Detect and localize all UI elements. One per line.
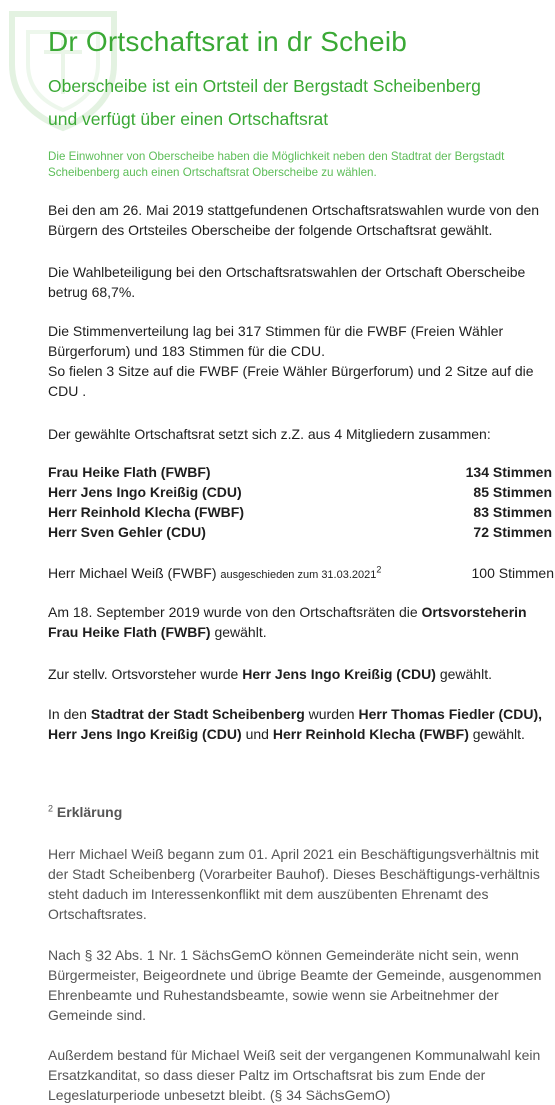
member-row: [48, 522, 552, 542]
council-text-pre: In den: [48, 706, 91, 722]
deputy-name: Herr Jens Ingo Kreißig (CDU): [242, 666, 436, 682]
former-member-note: ausgeschieden zum 31.03.2021: [220, 569, 377, 581]
footnote-reference: 2: [376, 564, 382, 575]
footnote-title: Erklärung: [56, 804, 123, 820]
footnote-heading: [48, 802, 554, 822]
member-votes: 72 Stimmen: [473, 524, 552, 540]
council-members-1: Herr Thomas Fiedler (CDU), Herr Jens Ingo Kreißig (CDU): [48, 706, 543, 742]
page-title: Dr Ortschaftsrat in dr Scheib: [48, 26, 408, 57]
footnote-mark: 2: [48, 803, 54, 814]
head-election-text: Am 18. September 2019 wurde von den Ortschaftsräten die: [48, 604, 422, 620]
member-name: Herr Jens Ingo Kreißig (CDU): [48, 484, 242, 500]
council-text-post: gewählt.: [468, 726, 525, 742]
subtitle-line-2: und verfügt über einen Ortschaftsrat: [48, 109, 329, 129]
member-votes: 83 Stimmen: [473, 504, 552, 520]
election-paragraph: Bei den am 26. Mai 2019 stattgefundenen Ortschaftsratswahlen wurde von den Bürgern des Ortsteiles Oberscheibe der folgende Ortschaftsrat gewählt.: [48, 202, 540, 238]
subtitle-line-1: Oberscheibe ist ein Ortsteil der Bergstadt Scheibenberg: [48, 76, 481, 96]
council-members-2: Herr Reinhold Klecha (FWBF): [272, 726, 469, 742]
council-text-mid-2: und: [241, 726, 273, 742]
member-votes: 85 Stimmen: [473, 484, 552, 500]
city-council-name: Stadtrat der Stadt Scheibenberg: [90, 706, 305, 722]
council-text-mid-1: wurden: [304, 706, 359, 722]
turnout-paragraph: Die Wahlbeteiligung bei den Ortschaftsratswahlen der Ortschaft Oberscheibe betrug 68,7%.: [48, 264, 526, 300]
city-council-paragraph: [48, 704, 554, 744]
member-votes: 134 Stimmen: [465, 464, 552, 480]
members-intro: Der gewählte Ortschaftsrat setzt sich z.Z. aus 4 Mitgliedern zusammen:: [48, 426, 491, 442]
member-row: [48, 502, 552, 522]
former-member-row: [48, 563, 554, 583]
votes-paragraph: [48, 321, 554, 401]
member-name: Herr Sven Gehler (CDU): [48, 524, 206, 540]
former-member-name: Herr Michael Weiß (FWBF): [48, 565, 217, 581]
member-row: [48, 482, 552, 502]
member-name: Frau Heike Flath (FWBF): [48, 464, 211, 480]
footnote-paragraph-1: Herr Michael Weiß begann zum 01. April 2021 ein Beschäftigungsverhältnis mit der Stadt Scheibenberg (Vorarbeiter Bauhof). Dieses Beschäftigungs-verhältnis steht daduch im Interessenkonflikt mit dem auszübenten Ehrenamt des Ortschaftsrates.: [48, 846, 540, 922]
deputy-suffix: gewählt.: [435, 666, 492, 682]
footnote-paragraph-2: Nach § 32 Abs. 1 Nr. 1 SächsGemO können Gemeinderäte nicht sein, wenn Bürgermeister, Beigeordnete und übrige Beamte der Gemeinde, ausgenommen Ehrenbeamte und Ruhestandsbeamte, sowie wenn sie Arbeitnehmer der Gemeinde sind.: [48, 947, 542, 1023]
member-row: [48, 462, 552, 482]
head-election-paragraph: [48, 602, 555, 642]
deputy-text: Zur stellv. Ortsvorsteher wurde: [48, 666, 243, 682]
seats-distribution-text: So fielen 3 Sitze auf die FWBF (Freie Wähler Bürgerforum) und 2 Sitze auf die CDU .: [48, 363, 534, 399]
former-member-votes: 100 Stimmen: [471, 565, 554, 581]
member-name: Herr Reinhold Klecha (FWBF): [48, 504, 245, 520]
footnote-paragraph-3: Außerdem bestand für Michael Weiß seit der vergangenen Kommunalwahl kein Ersatzkanditat, so dass dieser Paltz im Ortschaftsrat bis zum Ende der Legeslaturperiode unbesetzt bleibt. (§ 34 SächsGemO): [48, 1047, 541, 1103]
votes-distribution-text: Die Stimmenverteilung lag bei 317 Stimmen für die FWBF (Freien Wähler Bürgerforum) und 183 Stimmen für die CDU.: [48, 323, 504, 359]
deputy-paragraph: [48, 664, 554, 684]
head-election-suffix: gewählt.: [210, 624, 267, 640]
head-name: Ortsvorsteherin Frau Heike Flath (FWBF): [48, 604, 527, 640]
intro-text: Die Einwohner von Oberscheibe haben die Möglichkeit neben den Stadtrat der Bergstadt Scheibenberg auch einen Ortschaftsrat Oberscheibe zu wählen.: [48, 150, 505, 179]
